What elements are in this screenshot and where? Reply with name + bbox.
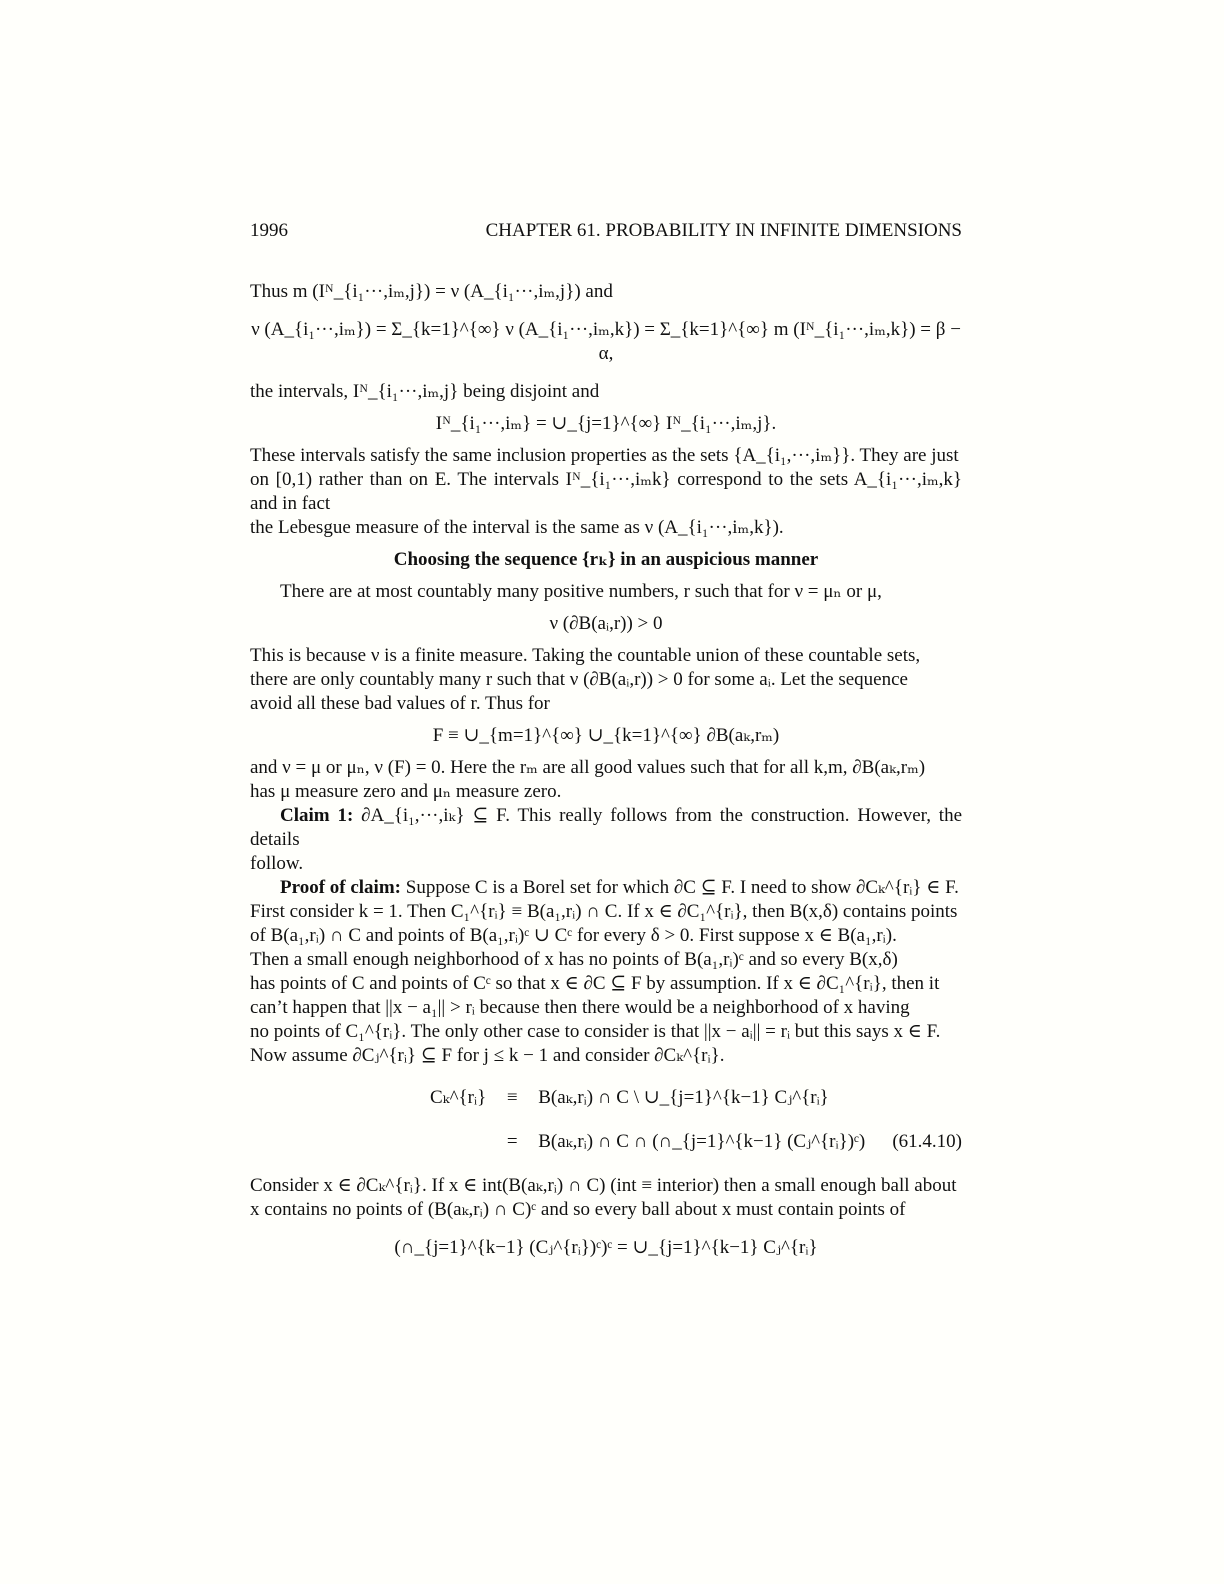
text-line: no points of C₁^{rᵢ}. The only other case to consider is that ||x − aᵢ|| = rᵢ but this says x ∈ F.	[250, 1021, 941, 1042]
text-line: has μ measure zero and μₙ measure zero.	[250, 781, 562, 802]
equation-61-4-10	[250, 1086, 962, 1154]
display-equation: Iᴺ_{i₁···,iₘ} = ∪_{j=1}^{∞} Iᴺ_{i₁···,iₘ,j}.	[435, 413, 777, 434]
text-line: First consider k = 1. Then C₁^{rᵢ} ≡ B(a₁,rᵢ) ∩ C. If x ∈ ∂C₁^{rᵢ}, then B(x,δ) contains points	[250, 901, 958, 922]
text-line: x contains no points of (B(aₖ,rᵢ) ∩ C)ᶜ and so every ball about x must contain points of	[250, 1199, 906, 1220]
text: Suppose C is a Borel set for which ∂C ⊆ F. I need to show ∂Cₖ^{rᵢ} ∈ F.	[405, 877, 959, 898]
text-line: These intervals satisfy the same inclusion properties as the sets {A_{i₁,···,iₘ}}. They are just	[250, 445, 959, 466]
display-equation: ν (∂B(aᵢ,r)) > 0	[549, 613, 663, 634]
proof-label: Proof of claim:	[280, 877, 401, 898]
text: ∂A_{i₁,···,iₖ} ⊆ F. This really follows from the construction. However, the details	[250, 805, 963, 850]
text-line: There are at most countably many positive numbers, r such that for ν = μₙ or μ,	[280, 581, 882, 602]
page-body	[250, 280, 962, 1274]
text-line: and ν = μ or μₙ, ν (F) = 0. Here the rₘ are all good values such that for all k,m, ∂B(aₖ,rₘ)	[250, 757, 926, 778]
text-line: has points of C and points of Cᶜ so that x ∈ ∂C ⊆ F by assumption. If x ∈ ∂C₁^{rᵢ}, then it	[250, 973, 940, 994]
text-line: can’t happen that ||x − a₁|| > rᵢ because then there would be a neighborhood of x having	[250, 997, 910, 1018]
eq-rhs: B(aₖ,rᵢ) ∩ C \ ∪_{j=1}^{k−1} Cⱼ^{rᵢ}	[538, 1087, 829, 1108]
text-line: Thus m (Iᴺ_{i₁···,iₘ,j}) = ν (A_{i₁···,iₘ,j}) and	[250, 281, 613, 302]
text-line: the intervals, Iᴺ_{i₁···,iₘ,j} being disjoint and	[250, 381, 600, 402]
text-line: Consider x ∈ ∂Cₖ^{rᵢ}. If x ∈ int(B(aₖ,rᵢ) ∩ C) (int ≡ interior) then a small enough ball about	[250, 1175, 957, 1196]
eq-rhs: B(aₖ,rᵢ) ∩ C ∩ (∩_{j=1}^{k−1} (Cⱼ^{rᵢ})ᶜ)	[538, 1131, 866, 1152]
running-header	[250, 220, 962, 242]
display-equation: (∩_{j=1}^{k−1} (Cⱼ^{rᵢ})ᶜ)ᶜ = ∪_{j=1}^{k−1} Cⱼ^{rᵢ}	[394, 1237, 818, 1258]
claim-label: Claim 1:	[280, 805, 354, 826]
text-line: Then a small enough neighborhood of x has no points of B(a₁,rᵢ)ᶜ and so every B(x,δ)	[250, 949, 898, 970]
text-line: on [0,1) rather than on E. The intervals Iᴺ_{i₁···,iₘk} correspond to the sets A_{i₁···,iₘ,k} and in fact	[250, 469, 962, 514]
eq-lhs: Cₖ^{rᵢ}	[430, 1087, 487, 1108]
text-line: Now assume ∂Cⱼ^{rᵢ} ⊆ F for j ≤ k − 1 and consider ∂Cₖ^{rᵢ}.	[250, 1045, 725, 1066]
eq-rel: ≡	[506, 1087, 518, 1108]
text-line: avoid all these bad values of r. Thus for	[250, 693, 550, 714]
text-line: follow.	[250, 853, 304, 874]
page-number: 1996	[250, 220, 288, 241]
text-line: This is because ν is a finite measure. Taking the countable union of these countable sets,	[250, 645, 921, 666]
section-heading: Choosing the sequence {rₖ} in an auspicious manner	[393, 549, 819, 570]
text-line: the Lebesgue measure of the interval is the same as ν (A_{i₁···,iₘ,k}).	[250, 517, 784, 538]
display-equation: ν (A_{i₁···,iₘ}) = Σ_{k=1}^{∞} ν (A_{i₁···,iₘ,k}) = Σ_{k=1}^{∞} m (Iᴺ_{i₁···,iₘ,k}) = β − α,	[251, 319, 961, 364]
chapter-title: CHAPTER 61. PROBABILITY IN INFINITE DIMENSIONS	[485, 220, 962, 241]
eq-rel: =	[506, 1131, 518, 1152]
proof-line	[250, 876, 962, 900]
text-line: there are only countably many r such that ν (∂B(aᵢ,r)) > 0 for some aᵢ. Let the sequence	[250, 669, 908, 690]
equation-number: (61.4.10)	[892, 1131, 962, 1152]
display-equation: F ≡ ∪_{m=1}^{∞} ∪_{k=1}^{∞} ∂B(aₖ,rₘ)	[432, 725, 780, 746]
claim-line	[250, 804, 962, 852]
text-line: of B(a₁,rᵢ) ∩ C and points of B(a₁,rᵢ)ᶜ ∪ Cᶜ for every δ > 0. First suppose x ∈ B(a₁,rᵢ).	[250, 925, 897, 946]
